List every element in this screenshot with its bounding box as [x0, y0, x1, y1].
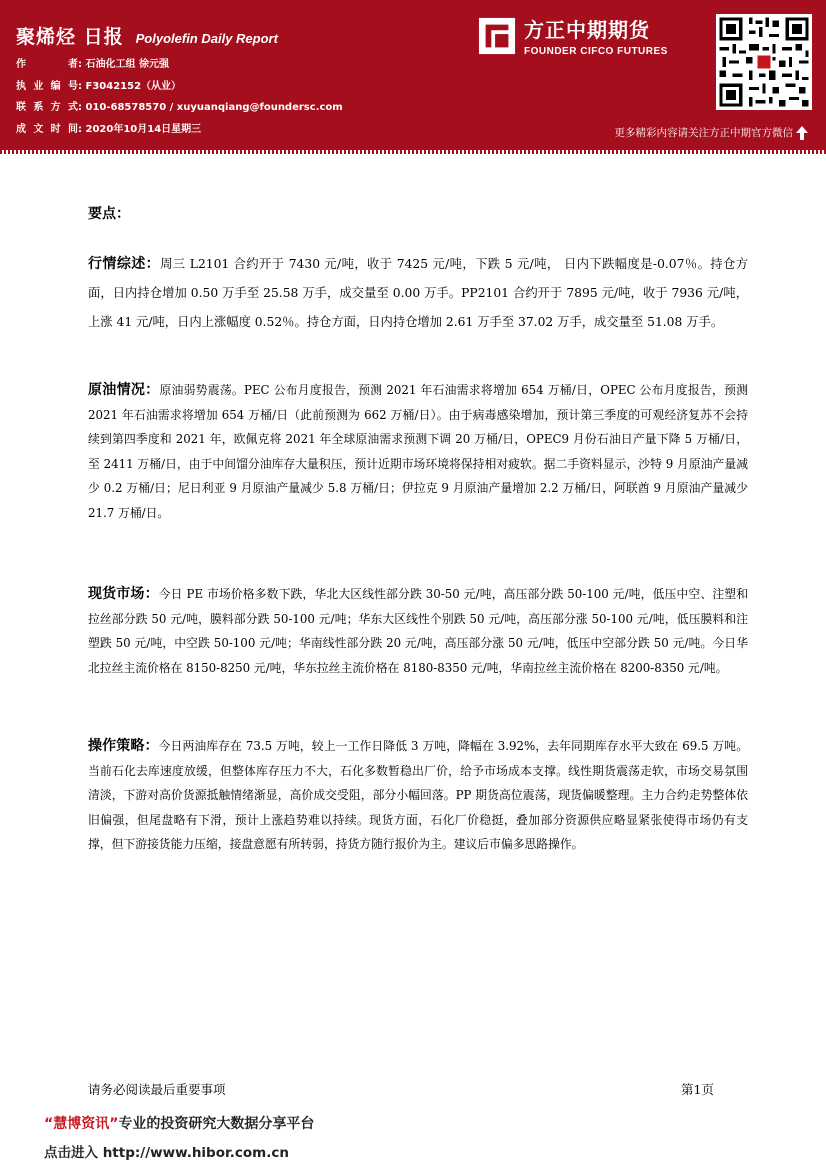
brand-quote-open: “	[44, 1116, 54, 1132]
founder-cifco-logo	[478, 14, 668, 57]
meta-label: 成文时间	[16, 123, 78, 135]
section-market-review	[88, 250, 748, 337]
brand-link-text[interactable]: 点击进入 http://www.hibor.com.cn	[44, 1145, 289, 1161]
section-strategy	[88, 734, 748, 857]
meta-contact: 联系方式: 010-68578570 / xuyuanqiang@foundersc.com	[16, 100, 343, 122]
disclaimer-note: 请务必阅读最后重要事项	[88, 1082, 226, 1097]
report-meta	[16, 57, 343, 143]
section-text: 今日两油库存在 73.5 万吨，较上一工作日降低 3 万吨，降幅在 3.92%，去年同期库存水平大致在 69.5 万吨。当前石化去库速度放缓，但整体库存压力不大，石化多数暂稳出厂价，给予市场成本支撑。线性期货震荡走软，市场交易氛围清淡，下游对高价货源抵触情绪渐显，高价成交受阻，部分小幅回落。PP 期货高位震荡，现货偏暖整理。主力合约走势整体依旧偏强，但尾盘略有下滑，预计上涨趋势难以持续。现货方面，石化厂价稳挺，叠加部分资源供应略显紧张使得市场仍有支撑，但下游接货能力压缩，接盘意愿有所转弱，持货方随行报价为主。建议后市偏多思路操作。	[88, 739, 748, 851]
arrow-up-icon	[796, 126, 808, 140]
meta-author: 作者: 石油化工组 徐元强	[16, 57, 343, 79]
report-header	[0, 0, 826, 150]
section-label: 操作策略：	[88, 738, 159, 754]
section-label: 现货市场：	[88, 586, 159, 602]
header-divider	[0, 150, 826, 154]
key-points-heading: 要点：	[88, 206, 130, 222]
section-crude-oil	[88, 378, 748, 525]
report-title	[16, 22, 278, 49]
brand-quote-close: ”	[109, 1116, 119, 1132]
meta-label: 执业编号	[16, 80, 78, 92]
meta-label: 联系方式	[16, 102, 78, 113]
logo-en-text: FOUNDER CIFCO FUTURES	[524, 46, 668, 57]
report-title-cn: 聚烯烃 日报	[16, 26, 124, 48]
meta-label: 作者	[16, 59, 78, 70]
meta-value: 石油化工组 徐元强	[85, 59, 169, 70]
meta-value: 2020年10月14日星期三	[85, 123, 202, 135]
brand-slogan: 专业的投资研究大数据分享平台	[118, 1116, 315, 1132]
section-text: 今日 PE 市场价格多数下跌，华北大区线性部分跌 30-50 元/吨，高压部分跌 50-100 元/吨，低压中空、注塑和拉丝部分跌 50 元/吨，膜料部分跌 50-100 元/吨；华东大区线性个别跌 50 元/吨，高压部分涨 50-100 元/吨，低压膜料和注塑跌 50 元/吨，中空跌 50-100 元/吨；华南线性部分跌 20 元/吨，高压部分涨 50 元/吨，低压中空部分跌 50 元/吨。今日华北拉丝主流价格在 8150-8250 元/吨，华东拉丝主流价格在 8180-8350 元/吨，华南拉丝主流价格在 8200-8350 元/吨。	[88, 587, 749, 675]
meta-date: 成文时间: 2020年10月14日星期三	[16, 122, 343, 144]
follow-text: 更多精彩内容请关注方正中期官方微信	[614, 127, 793, 139]
wechat-follow-hint	[615, 125, 809, 140]
section-spot-market	[88, 582, 748, 680]
section-label: 原油情况：	[88, 382, 160, 398]
meta-value: F3042152（从业）	[85, 80, 182, 92]
report-title-en: Polyolefin Daily Report	[135, 31, 278, 46]
section-text: 原油弱势震荡。PEC 公布月度报告，预测 2021 年石油需求将增加 654 万桶/日，OPEC 公布月度报告，预测 2021 年石油需求将增加 654 万桶/日（此前预测为 662 万桶/日）。由于病毒感染增加，预计第三季度的可观经济复苏不会持续到第四季度和 2021 年，欧佩克将 2021 年全球原油需求预测下调 20 万桶/日，OPEC9 月份石油日产量下降 5 万桶/日，至 2411 万桶/日，由于中间馏分油库存大量积压，预计近期市场环境将保持相对疲软。据二手资料显示，沙特 9 月原油产量减少 0.2 万桶/日；尼日利亚 9 月原油产量减少 5.8 万桶/日；伊拉克 9 月原油产量增加 2.2 万桶/日，阿联酋 9 月原油产量减少 21.7 万桶/日。	[88, 383, 749, 520]
brand-name: 慧博资讯	[53, 1116, 110, 1132]
meta-value[interactable]: 010-68578570 / xuyuanqiang@foundersc.com	[85, 102, 343, 113]
logo-cn-text: 方正中期期货	[524, 18, 650, 42]
wechat-qr-code[interactable]	[716, 14, 812, 110]
section-label: 行情综述：	[88, 256, 161, 272]
page-number: 第1页	[681, 1082, 714, 1097]
hibor-brand	[44, 1113, 314, 1133]
section-text: 周三 L2101 合约开于 7430 元/吨，收于 7425 元/吨，下跌 5 元/吨， 日内下跌幅度是-0.07％。持仓方面，日内持仓增加 0.50 万手至 25.58 万手，成交量至 0.00 万手。PP2101 合约开于 7895 元/吨，收于 7936 元/吨，上涨 41 元/吨，日内上涨幅度 0.52％。持仓方面，日内持仓增加 2.61 万手至 37.02 万手，成交量至 51.08 万手。	[88, 257, 748, 329]
hibor-link[interactable]	[44, 1141, 289, 1161]
founder-logo-icon	[478, 17, 516, 55]
meta-license: 执业编号: F3042152（从业）	[16, 79, 343, 101]
